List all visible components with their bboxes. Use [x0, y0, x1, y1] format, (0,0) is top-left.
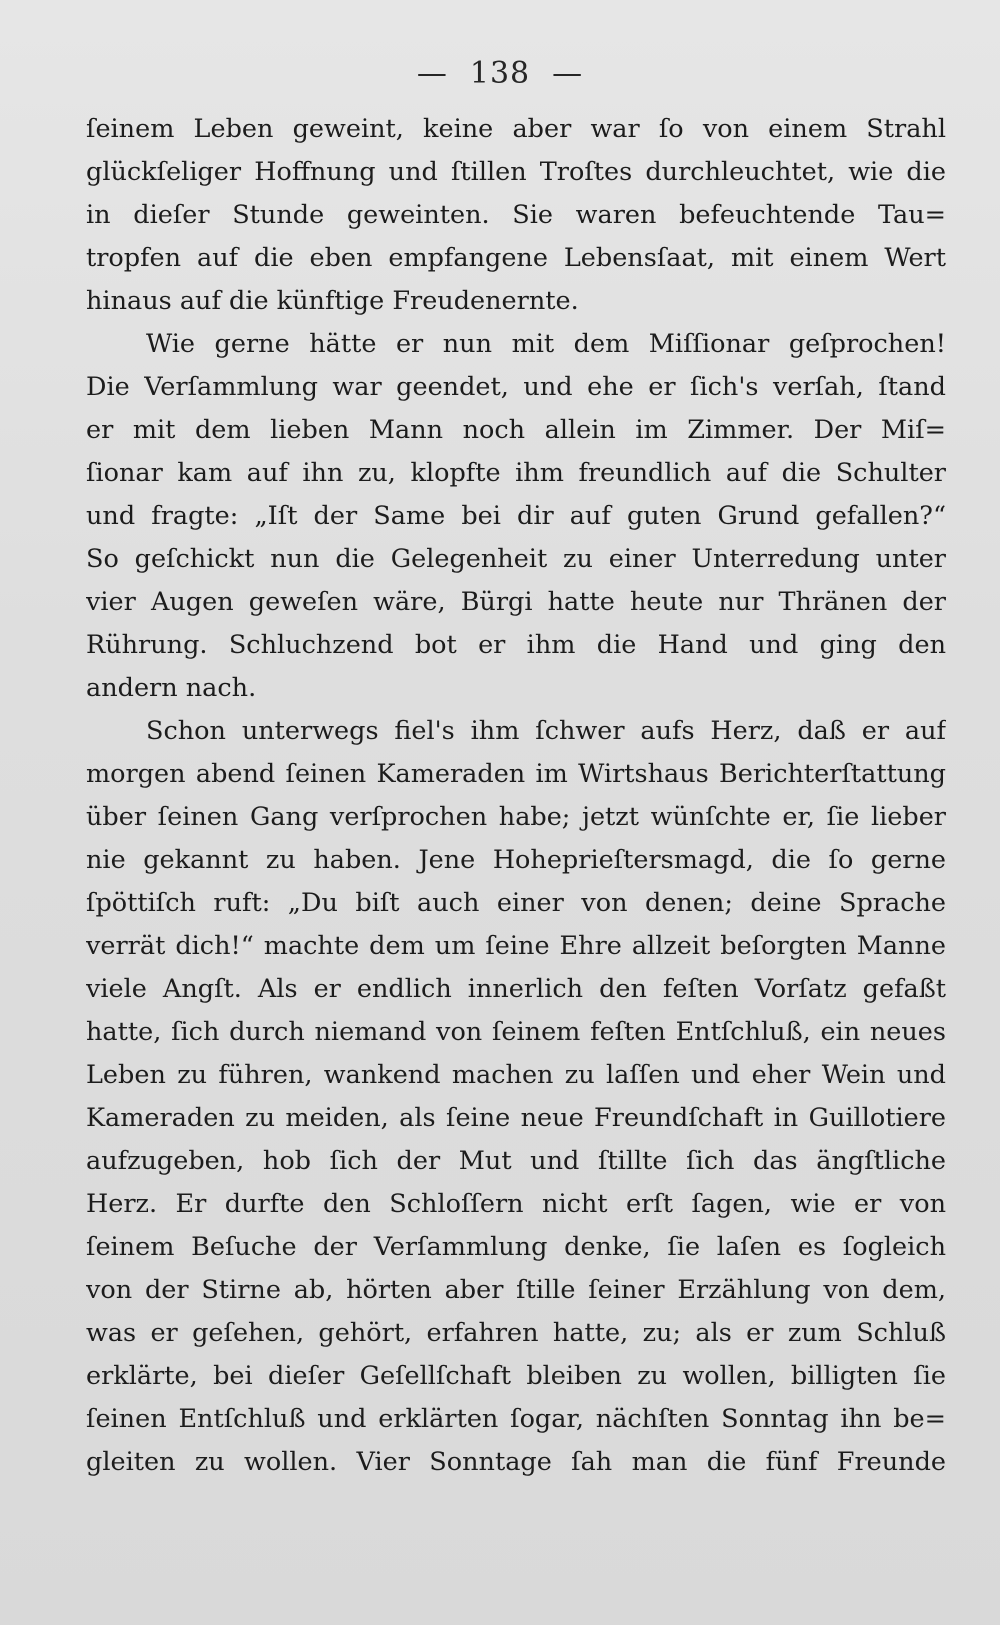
- text-line: tropfen auf die eben empfangene Lebensſaat, mit einem Wert: [86, 243, 946, 273]
- text-line: Leben zu führen, wankend machen zu laſſen und eher Wein und: [86, 1060, 946, 1090]
- text-line: glückſeliger Hoffnung und ſtillen Troſtes durchleuchtet, wie die: [86, 157, 946, 187]
- text-line: ſeinem Leben geweint, keine aber war ſo von einem Strahl: [86, 114, 946, 144]
- text-line: er mit dem lieben Mann noch allein im Zimmer. Der Miſ=: [86, 415, 946, 445]
- text-line: Die Verſammlung war geendet, und ehe er ſich's verſah, ſtand: [86, 372, 946, 402]
- text-line: was er geſehen, gehört, erfahren hatte, zu; als er zum Schluß: [86, 1318, 946, 1348]
- text-line: verrät dich!“ machte dem um ſeine Ehre allzeit beſorgten Manne: [86, 931, 946, 961]
- body-text: [86, 108, 946, 1484]
- page-number-dash-left: —: [416, 56, 448, 91]
- text-line: ſeinem Beſuche der Verſammlung denke, ſie laſen es ſogleich: [86, 1232, 946, 1262]
- text-line: ſionar kam auf ihn zu, klopfte ihm freundlich auf die Schulter: [86, 458, 946, 488]
- text-line: Herz. Er durfte den Schloſſern nicht erſt ſagen, wie er von: [86, 1189, 946, 1219]
- text-line: Schon unterwegs fiel's ihm ſchwer aufs Herz, daß er auf: [146, 716, 946, 746]
- page-number: [0, 56, 1000, 91]
- text-line: Wie gerne hätte er nun mit dem Miſſionar geſprochen!: [146, 329, 946, 359]
- text-line: andern nach.: [86, 673, 257, 703]
- text-line: erklärte, bei dieſer Geſellſchaft bleiben zu wollen, billigten ſie: [86, 1361, 946, 1391]
- text-line: aufzugeben, hob ſich der Mut und ſtillte ſich das ängſtliche: [86, 1146, 946, 1176]
- text-line: von der Stirne ab, hörten aber ſtille ſeiner Erzählung von dem,: [86, 1275, 946, 1305]
- text-line: viele Angſt. Als er endlich innerlich den feſten Vorſatz gefaßt: [86, 974, 946, 1004]
- text-line: morgen abend ſeinen Kameraden im Wirtshaus Berichterſtattung: [86, 759, 946, 789]
- text-line: über ſeinen Gang verſprochen habe; jetzt wünſchte er, ſie lieber: [86, 802, 946, 832]
- text-line: So geſchickt nun die Gelegenheit zu einer Unterredung unter: [86, 544, 946, 574]
- text-line: nie gekannt zu haben. Jene Hoheprieſtersmagd, die ſo gerne: [86, 845, 946, 875]
- page-number-value: 138: [469, 56, 531, 91]
- text-line: ſpöttiſch ruft: „Du biſt auch einer von denen; deine Sprache: [86, 888, 946, 918]
- text-line: hinaus auf die künftige Freudenernte.: [86, 286, 579, 316]
- text-line: Kameraden zu meiden, als ſeine neue Freundſchaft in Guillotiere: [86, 1103, 946, 1133]
- page-number-dash-right: —: [552, 56, 584, 91]
- text-line: hatte, ſich durch niemand von ſeinem feſten Entſchluß, ein neues: [86, 1017, 946, 1047]
- text-line: in dieſer Stunde geweinten. Sie waren befeuchtende Tau=: [86, 200, 946, 230]
- text-line: Rührung. Schluchzend bot er ihm die Hand und ging den: [86, 630, 946, 660]
- text-line: gleiten zu wollen. Vier Sonntage ſah man die fünf Freunde: [86, 1447, 946, 1477]
- text-line: vier Augen geweſen wäre, Bürgi hatte heute nur Thränen der: [86, 587, 946, 617]
- text-line: ſeinen Entſchluß und erklärten ſogar, nächſten Sonntag ihn be=: [86, 1404, 946, 1434]
- text-line: und fragte: „Iſt der Same bei dir auf guten Grund gefallen?“: [86, 501, 946, 531]
